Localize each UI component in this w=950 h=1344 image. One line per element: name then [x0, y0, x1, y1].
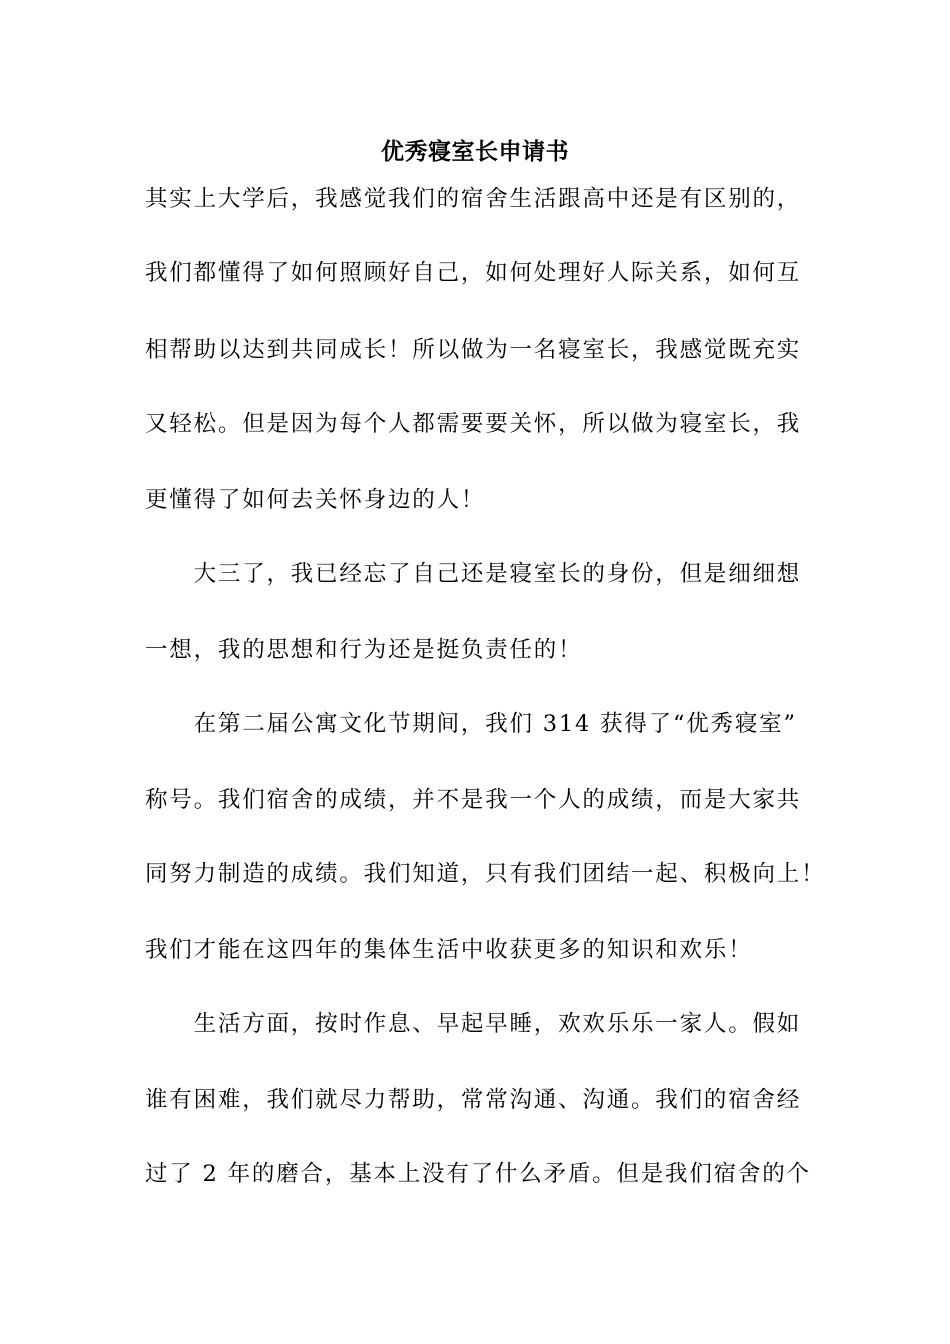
body-line-9: 称号。我们宿舍的成绩，并不是我一个人的成绩，而是大家共: [145, 787, 802, 813]
body-line-12: 生活方面，按时作息、早起早睡，欢欢乐乐一家人。假如: [145, 1011, 802, 1037]
body-line-10: 同努力制造的成绩。我们知道，只有我们团结一起、积极向上！: [145, 861, 826, 887]
body-line-4: 又轻松。但是因为每个人都需要要关怀，所以做为寝室长，我: [145, 411, 802, 437]
body-line-6: 大三了，我已经忘了自己还是寝室长的身份，但是细细想: [145, 561, 802, 587]
body-line-2: 我们都懂得了如何照顾好自己，如何处理好人际关系，如何互: [145, 260, 802, 286]
body-line-13: 谁有困难，我们就尽力帮助，常常沟通、沟通。我们的宿舍经: [145, 1087, 802, 1113]
body-line-5: 更懂得了如何去关怀身边的人！: [145, 487, 486, 513]
body-line-7: 一想，我的思想和行为还是挺负责任的！: [145, 637, 583, 663]
body-line-8: 在第二届公寓文化节期间，我们 314 获得了“优秀寝室”: [145, 711, 797, 737]
body-line-3: 相帮助以达到共同成长！所以做为一名寝室长，我感觉既充实: [145, 337, 802, 363]
body-line-14: 过了 2 年的磨合，基本上没有了什么矛盾。但是我们宿舍的个: [145, 1161, 811, 1187]
body-line-1: 其实上大学后，我感觉我们的宿舍生活跟高中还是有区别的，: [145, 186, 802, 212]
document-title: 优秀寝室长申请书: [381, 139, 569, 165]
body-line-11: 我们才能在这四年的集体生活中收获更多的知识和欢乐！: [145, 937, 753, 963]
